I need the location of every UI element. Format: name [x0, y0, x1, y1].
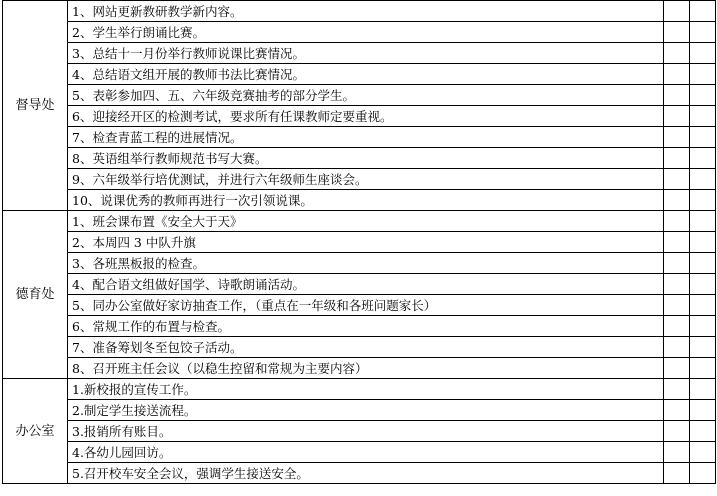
task-item: 2、学生举行朗诵比赛。	[68, 22, 664, 43]
task-item: 1、网站更新教研教学新内容。	[68, 1, 664, 22]
blank-cell	[664, 400, 690, 421]
table-row	[3, 463, 716, 484]
table-body	[3, 1, 716, 484]
blank-cell	[690, 169, 716, 190]
blank-cell	[690, 127, 716, 148]
task-item: 1.新校报的宣传工作。	[68, 379, 664, 400]
table-row	[3, 295, 716, 316]
task-item: 4.各幼儿园回访。	[68, 442, 664, 463]
blank-cell	[690, 211, 716, 232]
blank-cell	[690, 148, 716, 169]
task-item: 3、总结十一月份举行教师说课比赛情况。	[68, 43, 664, 64]
blank-cell	[690, 106, 716, 127]
blank-cell	[690, 316, 716, 337]
blank-cell	[690, 337, 716, 358]
blank-cell	[664, 1, 690, 22]
department-label-moral-education: 德育处	[3, 211, 68, 379]
department-label-office: 办公室	[3, 379, 68, 484]
task-item: 5、同办公室做好家访抽查工作，（重点在一年级和各班问题家长）	[68, 295, 664, 316]
blank-cell	[664, 43, 690, 64]
table-row	[3, 22, 716, 43]
blank-cell	[690, 463, 716, 484]
task-item: 7、准备筹划冬至包饺子活动。	[68, 337, 664, 358]
weekly-work-table	[2, 0, 716, 484]
table-row	[3, 190, 716, 211]
table-row	[3, 400, 716, 421]
task-item: 9、六年级举行培优测试，并进行六年级师生座谈会。	[68, 169, 664, 190]
blank-cell	[690, 1, 716, 22]
blank-cell	[664, 169, 690, 190]
table-row	[3, 253, 716, 274]
task-item: 8、英语组举行教师规范书写大赛。	[68, 148, 664, 169]
blank-cell	[690, 85, 716, 106]
blank-cell	[690, 295, 716, 316]
table-row	[3, 211, 716, 232]
blank-cell	[664, 85, 690, 106]
blank-cell	[664, 190, 690, 211]
task-item: 3、各班黑板报的检查。	[68, 253, 664, 274]
blank-cell	[664, 211, 690, 232]
task-item: 10、说课优秀的教师再进行一次引领说课。	[68, 190, 664, 211]
blank-cell	[664, 253, 690, 274]
table-row	[3, 1, 716, 22]
blank-cell	[690, 421, 716, 442]
table-row	[3, 421, 716, 442]
blank-cell	[690, 64, 716, 85]
blank-cell	[664, 379, 690, 400]
blank-cell	[664, 148, 690, 169]
table-row	[3, 106, 716, 127]
blank-cell	[664, 463, 690, 484]
task-item: 5.召开校车安全会议，强调学生接送安全。	[68, 463, 664, 484]
task-item: 5、表彰参加四、五、六年级竞赛抽考的部分学生。	[68, 85, 664, 106]
task-item: 2、本周四 3 中队升旗	[68, 232, 664, 253]
table-row	[3, 358, 716, 379]
task-item: 1、班会课布置《安全大于天》	[68, 211, 664, 232]
table-row	[3, 64, 716, 85]
table-row	[3, 442, 716, 463]
blank-cell	[690, 379, 716, 400]
department-label-supervision: 督导处	[3, 1, 68, 211]
task-item: 4、配合语文组做好国学、诗歌朗诵活动。	[68, 274, 664, 295]
table-row	[3, 232, 716, 253]
blank-cell	[690, 43, 716, 64]
blank-cell	[664, 274, 690, 295]
task-item: 2.制定学生接送流程。	[68, 400, 664, 421]
blank-cell	[664, 316, 690, 337]
table-row	[3, 379, 716, 400]
blank-cell	[664, 127, 690, 148]
task-item: 6、迎接经开区的检测考试，要求所有任课教师定要重视。	[68, 106, 664, 127]
table-row	[3, 337, 716, 358]
blank-cell	[690, 22, 716, 43]
blank-cell	[664, 337, 690, 358]
blank-cell	[690, 400, 716, 421]
blank-cell	[664, 442, 690, 463]
table-row	[3, 148, 716, 169]
blank-cell	[664, 106, 690, 127]
blank-cell	[690, 274, 716, 295]
table-row	[3, 316, 716, 337]
task-item: 6、常规工作的布置与检查。	[68, 316, 664, 337]
table-row	[3, 43, 716, 64]
task-item: 3.报销所有账目。	[68, 421, 664, 442]
blank-cell	[690, 232, 716, 253]
task-item: 8、召开班主任会议（以稳生控留和常规为主要内容）	[68, 358, 664, 379]
blank-cell	[664, 358, 690, 379]
table-row	[3, 274, 716, 295]
table-row	[3, 127, 716, 148]
table-row	[3, 85, 716, 106]
blank-cell	[690, 442, 716, 463]
blank-cell	[664, 421, 690, 442]
blank-cell	[664, 22, 690, 43]
task-item: 7、检查青蓝工程的进展情况。	[68, 127, 664, 148]
table-row	[3, 169, 716, 190]
blank-cell	[664, 295, 690, 316]
blank-cell	[664, 232, 690, 253]
task-item: 4、总结语文组开展的教师书法比赛情况。	[68, 64, 664, 85]
blank-cell	[690, 190, 716, 211]
blank-cell	[690, 358, 716, 379]
blank-cell	[690, 253, 716, 274]
blank-cell	[664, 64, 690, 85]
